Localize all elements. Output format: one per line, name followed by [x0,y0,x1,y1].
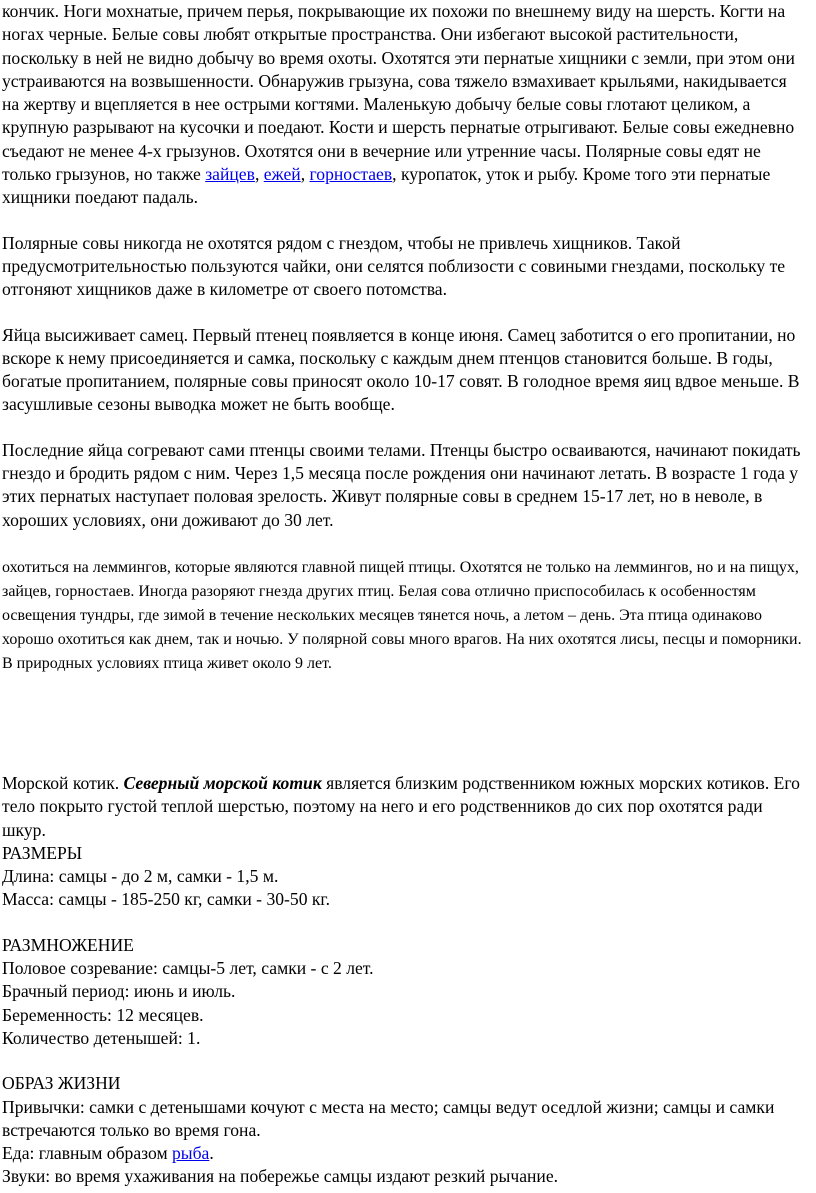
seal-mating-period: Брачный период: июнь и июль. [2,981,236,1002]
seal-maturity: Половое созревание: самцы-5 лет, самки - с 2 лет. [2,958,374,979]
seal-food [2,1142,806,1165]
seal-food-prefix: Еда: главным образом [2,1143,172,1164]
link-hedgehogs[interactable]: ежей [263,164,301,185]
seal-sizes-heading: РАЗМЕРЫ [2,842,83,863]
link-hares[interactable]: зайцев [205,164,255,185]
seal-offspring: Количество детенышей: 1. [2,1027,201,1048]
owl-paragraph-lemmings: охотиться на леммингов, которые являются главной пищей птицы. Охотятся не только на леммингов, но и на пищух, зайцев, горностаев. Иногда разоряют гнезда других птиц. Белая сова отлично приспособилась к особенностям освещения тундры, где зимой в течение нескольких месяцев тянется ночь, а летом – день. Эта птица одинаково хорошо охотиться как днем, так и ночью. У полярной совы много врагов. На них охотятся лисы, песцы и поморники. В природных условиях птица живет около 9 лет. [2,558,802,672]
seal-intro-rest: является близким родственником южных морских котиков. Его тело покрыто густой теплой шерстью, поэтому на него и его родственников до сих пор охотятся ради шкур. [2,772,800,840]
seal-food-suffix: . [209,1143,214,1164]
seal-habits: Привычки: самки с детенышами кочуют с места на место; самцы ведут оседлой жизни; самцы и самки встречаются только во время гона. [2,1096,775,1140]
owl-paragraph-eggs: Яйца высиживает самец. Первый птенец появляется в конце июня. Самец заботится о его пропитании, но вскоре к нему присоединяется и самка, поскольку с каждым днем птенцов становится больше. В годы, богатые пропитанием, полярные совы приносят около 10-17 совят. В голодное время яиц вдвое меньше. В засушливые сезоны выводка может не быть вообще. [2,324,800,415]
link-stoats[interactable]: горностаев [309,164,393,185]
owl-paragraph-hunting [2,0,806,210]
seal-species-name: Северный морской котик [123,772,322,793]
seal-lifestyle-heading: ОБРАЗ ЖИЗНИ [2,1073,121,1094]
seal-sounds: Звуки: во время ухаживания на побережье самцы издают резкий рычание. [2,1166,559,1187]
seal-mass: Масса: самцы - 185-250 кг, самки - 30-50 кг. [2,889,331,910]
seal-intro [2,772,806,842]
seal-pregnancy: Беременность: 12 месяцев. [2,1004,204,1025]
seal-length: Длина: самцы - до 2 м, самки - 1,5 м. [2,866,279,887]
comma-separator: , [300,164,310,185]
comma-separator: , [254,164,264,185]
owl-hunting-text-end: , куропаток, уток и рыбу. Кроме того эти пернатые хищники поедают падаль. [2,164,771,208]
owl-paragraph-chicks: Последние яйца согревают сами птенцы своими телами. Птенцы быстро осваиваются, начинают покидать гнездо и бродить рядом с ним. Через 1,5 месяца после рождения они начинают летать. В возрасте 1 года у этих пернатых наступает половая зрелость. Живут полярные совы в среднем 15-17 лет, но в неволе, в хороших условиях, они доживают до 30 лет. [2,439,801,530]
owl-paragraph-nest: Полярные совы никогда не охотятся рядом с гнездом, чтобы не привлечь хищников. Такой предусмотрительностью пользуются чайки, они селятся поблизости с совиными гнездами, поскольку те отгоняют хищников даже в километре от своего потомства. [2,232,786,300]
seal-breeding-heading: РАЗМНОЖЕНИЕ [2,934,134,955]
seal-intro-plain: Морской котик. [2,772,124,793]
owl-hunting-text: кончик. Ноги мохнатые, причем перья, покрывающие их похожи по внешнему виду на шерсть. Когти на ногах черные. Белые совы любят открытые пространства. Они избегают высокой растительности, поскольку в ней не видно добычу во время охоты. Охотятся эти пернатые хищники с земли, при этом они устраиваются на возвышенности. Обнаружив грызуна, сова тяжело взмахивает крыльями, накидывается на жертву и вцепляется в нее острыми когтями. Маленькую добычу белые совы глотают целиком, а крупную разрывают на кусочки и поедают. Кости и шерсть пернатые отрыгивают. Белые совы ежедневно съедают не менее 4-х грызунов. Охотятся они в вечерние или утренние часы. Полярные совы едят не только грызунов, но также [2,1,795,185]
link-fish[interactable]: рыба [171,1143,210,1164]
